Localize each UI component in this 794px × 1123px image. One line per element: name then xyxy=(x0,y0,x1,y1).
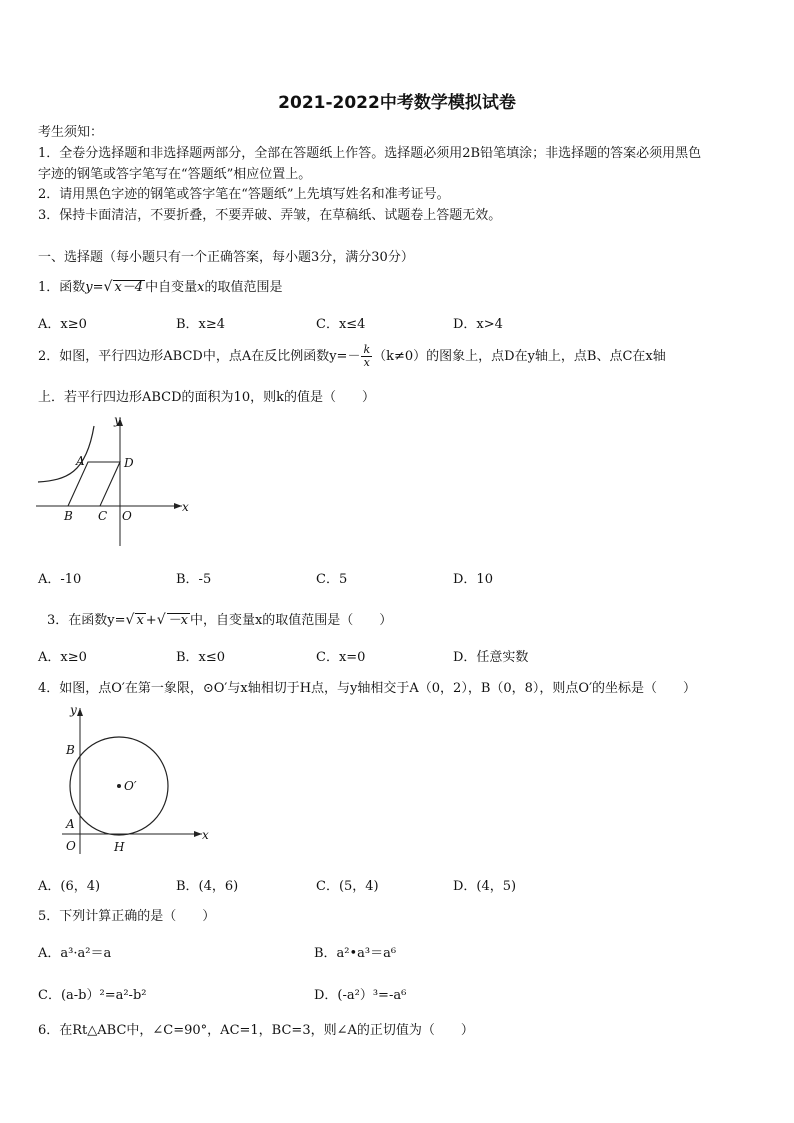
q2-label-b: B xyxy=(64,509,73,523)
q2-option-d[interactable]: D．10 xyxy=(453,572,493,587)
center-point-icon xyxy=(117,784,121,788)
radical-icon: √ xyxy=(125,612,135,628)
q1-option-c[interactable]: C．x≤4 xyxy=(316,317,366,332)
question-2-line-2: 上．若平行四边形ABCD的面积为10，则k的值是（ ） xyxy=(38,390,375,405)
q4-option-a[interactable]: A．(6，4) xyxy=(38,879,101,894)
q2-text-b: （k≠0）的图象上，点D在y轴上，点B、点C在x轴 xyxy=(373,349,666,364)
q4-option-b[interactable]: B．(4，6) xyxy=(176,879,239,894)
q2-label-a: A xyxy=(76,454,85,468)
q4-option-d[interactable]: D．(4，5) xyxy=(453,879,517,894)
q3-rad2: －x xyxy=(167,613,188,628)
notice-item-1: 1．全卷分选择题和非选择题两部分，全部在答题纸上作答。选择题必须用2B铅笔填涂；非选择题的答案必须用黑色 xyxy=(38,146,702,161)
question-3 xyxy=(47,609,392,628)
q2-frac-num: k xyxy=(363,343,371,356)
radical-icon: √ xyxy=(156,612,166,628)
q1-option-a[interactable]: A．x≥0 xyxy=(38,317,87,332)
q2-text-a: 2．如图，平行四边形ABCD中，点A在反比例函数y=－ xyxy=(38,349,361,364)
q1-suffix-a: 中自变量 xyxy=(145,280,198,295)
q5-option-d[interactable]: D．(-a²）³=-a⁶ xyxy=(314,988,407,1003)
q4-option-c[interactable]: C．(5，4) xyxy=(316,879,379,894)
q2-frac-den: x xyxy=(363,356,370,369)
q4-label-center: O′ xyxy=(124,779,137,793)
question-6: 6．在Rt△ABC中，∠C=90°，AC=1，BC=3，则∠A的正切值为（ ） xyxy=(38,1023,474,1038)
q2-option-b[interactable]: B．-5 xyxy=(176,572,212,587)
q1-suffix-b: 的取值范围是 xyxy=(204,280,283,295)
q2-label-y: y xyxy=(114,413,121,427)
q4-label-y: y xyxy=(70,703,77,717)
q3-prefix: 3．在函数y= xyxy=(47,613,126,628)
q3-rad1: x xyxy=(136,613,144,628)
q3-plus: + xyxy=(145,613,157,628)
notice-item-1-cont: 字迹的钢笔或答字笔写在“答题纸”相应位置上。 xyxy=(38,167,312,182)
question-5: 5．下列计算正确的是（ ） xyxy=(38,909,216,924)
notice-item-3: 3．保持卡面清洁，不要折叠，不要弄破、弄皱，在草稿纸、试题卷上答题无效。 xyxy=(38,208,502,223)
q3-option-d[interactable]: D．任意实数 xyxy=(453,650,529,665)
page-title: 2021-2022中考数学模拟试卷 xyxy=(278,93,516,113)
q3-option-c[interactable]: C．x=0 xyxy=(316,650,366,665)
notice-heading: 考生须知： xyxy=(38,125,104,140)
q2-fraction xyxy=(361,344,372,369)
q2-label-c: C xyxy=(98,509,108,523)
q1-radicand: x－4 xyxy=(114,280,144,295)
q1-eq: = xyxy=(92,280,104,295)
q5-option-b[interactable]: B．a²•a³＝a⁶ xyxy=(314,946,397,961)
q5-option-c[interactable]: C．(a-b）²=a²-b² xyxy=(38,988,147,1003)
q2-option-a[interactable]: A．-10 xyxy=(38,572,82,587)
q4-label-a: A xyxy=(66,817,75,831)
q3-option-b[interactable]: B．x≤0 xyxy=(176,650,226,665)
q1-y: y xyxy=(85,280,93,295)
q4-label-x: x xyxy=(202,828,209,842)
q2-option-c[interactable]: C．5 xyxy=(316,572,348,587)
q1-prefix: 1．函数 xyxy=(38,280,86,295)
notice-item-2: 2．请用黑色字迹的钢笔或答字笔在“答题纸”上先填写姓名和准考证号。 xyxy=(38,187,450,202)
q2-label-d: D xyxy=(124,456,134,470)
q1-option-b[interactable]: B．x≥4 xyxy=(176,317,226,332)
q3-suffix: 中，自变量x的取值范围是（ ） xyxy=(189,613,393,628)
radical-icon: √ xyxy=(103,279,113,295)
hyperbola-curve xyxy=(38,426,94,482)
question-2-line-1 xyxy=(38,344,666,369)
section-heading: 一、选择题（每小题只有一个正确答案，每小题3分，满分30分） xyxy=(38,250,414,265)
q1-var: x xyxy=(197,280,205,295)
q4-figure xyxy=(56,702,216,860)
q2-figure xyxy=(36,412,196,552)
q2-label-x: x xyxy=(182,500,189,514)
q1-option-d[interactable]: D．x>4 xyxy=(453,317,503,332)
question-1 xyxy=(38,276,282,295)
q4-label-b: B xyxy=(66,743,75,757)
question-4: 4．如图，点O′在第一象限，⊙O′与x轴相切于H点，与y轴相交于A（0，2），B（0，8），则点O′的坐标是（ ） xyxy=(38,681,697,696)
q3-option-a[interactable]: A．x≥0 xyxy=(38,650,87,665)
q2-label-o: O xyxy=(122,509,132,523)
q5-option-a[interactable]: A．a³·a²＝a xyxy=(38,946,112,961)
q4-label-o: O xyxy=(66,839,76,853)
q4-label-h: H xyxy=(114,840,125,854)
